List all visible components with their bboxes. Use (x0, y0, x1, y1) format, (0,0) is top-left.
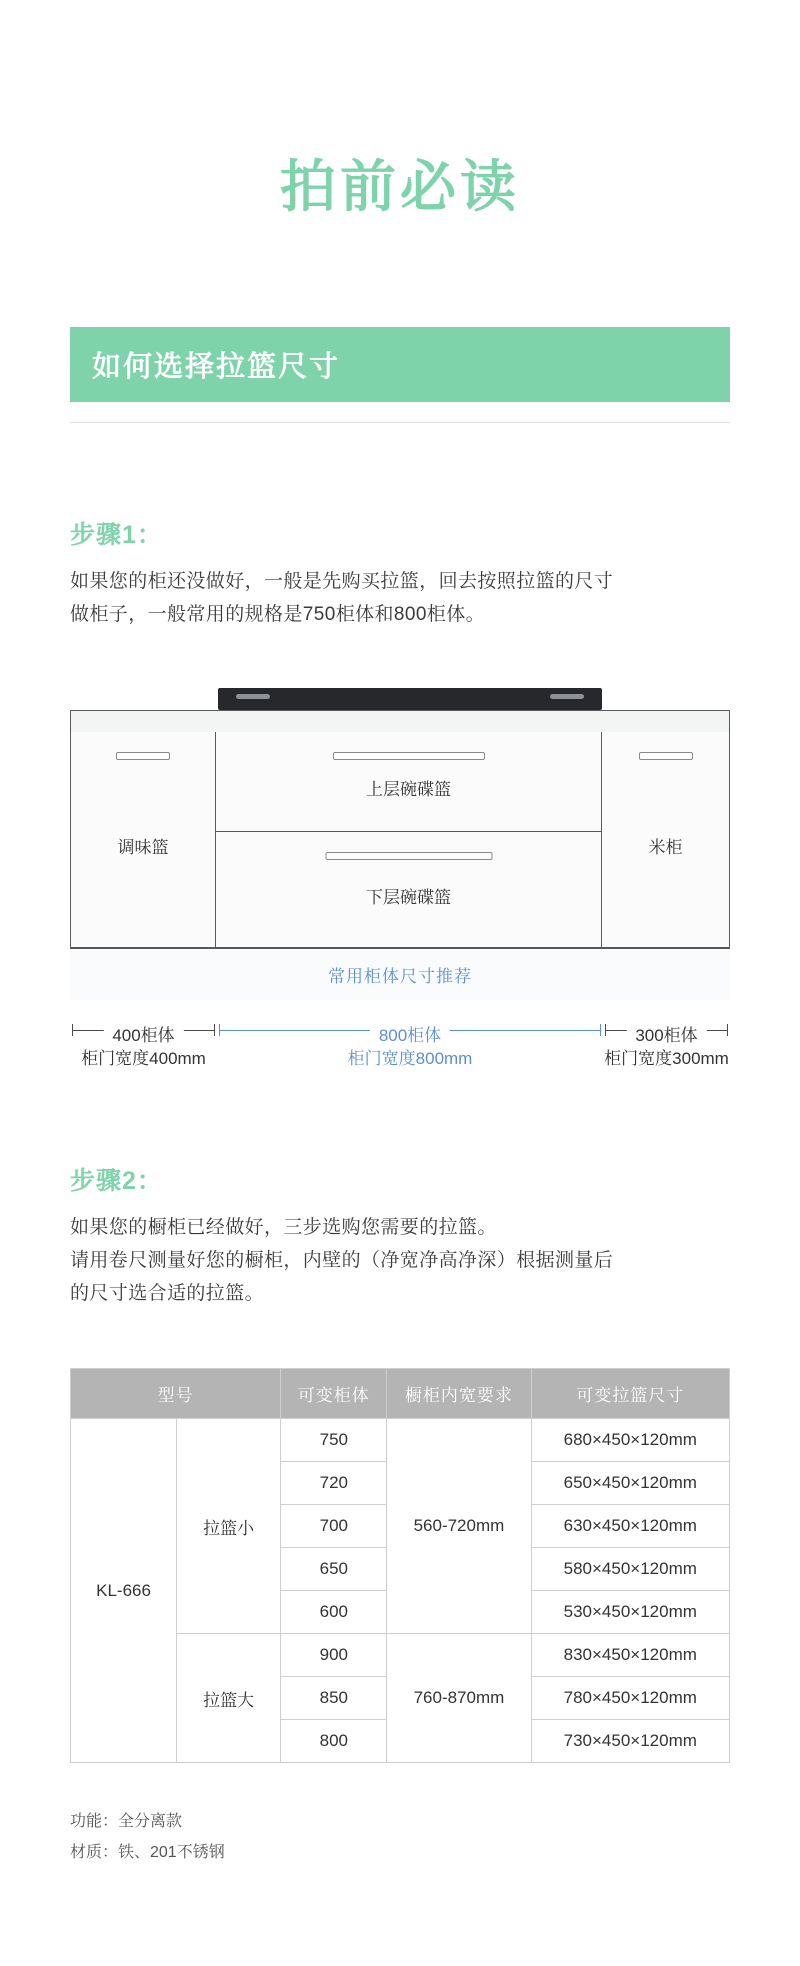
note-function: 功能：全分离款 (70, 1813, 183, 1831)
table-header-row (71, 1369, 730, 1419)
measure-left-label-holder (72, 1024, 215, 1045)
drawer-rice-cabinet (602, 732, 729, 947)
cell-group-large: 拉篮大 (177, 1634, 281, 1763)
spec-table-head (71, 1369, 730, 1419)
spec-table-wrap (70, 1368, 730, 1763)
measure-center-sub: 柜门宽度800mm (347, 1048, 473, 1068)
cooktop-knob-right-icon (550, 694, 584, 699)
drawer-seasoning (71, 732, 215, 947)
step-2-text (70, 1211, 730, 1311)
cell-cabinet: 750 (281, 1419, 387, 1462)
drawer-upper-dish-basket (216, 732, 601, 832)
cell-cabinet: 650 (281, 1548, 387, 1591)
measure-right (603, 1012, 730, 1069)
step-2-line-3: 的尺寸选合适的拉篮。 (70, 1283, 265, 1305)
countertop (70, 710, 730, 732)
step-1-title: 步骤1： (70, 521, 163, 550)
step-2-line-2: 请用卷尺测量好您的橱柜，内壁的（净宽净高净深）根据测量后 (70, 1249, 614, 1271)
cell-basket-size: 830×450×120mm (531, 1634, 729, 1677)
cabinet-column-left (71, 732, 216, 947)
cooktop-icon (218, 688, 602, 710)
cell-basket-size: 780×450×120mm (531, 1677, 729, 1720)
step-2-line-1: 如果您的橱柜已经做好，三步选购您需要的拉篮。 (70, 1216, 497, 1238)
cooktop-knob-left-icon (236, 694, 270, 699)
cabinet-column-middle (216, 732, 602, 947)
measure-left (70, 1012, 217, 1069)
drawer-handle-icon (639, 752, 693, 760)
measure-right-sub: 柜门宽度300mm (604, 1048, 729, 1068)
cell-cabinet: 800 (281, 1720, 387, 1763)
cell-group-small: 拉篮小 (177, 1419, 281, 1634)
banner-divider (70, 422, 730, 423)
step-2-title: 步骤2： (70, 1166, 163, 1195)
cabinet-diagram (70, 688, 730, 1000)
header-model: 型号 (71, 1369, 281, 1419)
drawer-handle-icon (116, 752, 170, 760)
step-1-block (0, 515, 800, 632)
cell-basket-size: 580×450×120mm (531, 1548, 729, 1591)
drawer-lower-dish-label: 下层碗碟篮 (366, 887, 451, 907)
product-notes (70, 1807, 730, 1868)
cell-requirement-large: 760-870mm (387, 1634, 531, 1763)
drawer-handle-icon (333, 752, 485, 760)
cell-basket-size: 650×450×120mm (531, 1462, 729, 1505)
step-1-line-2: 做柜子，一般常用的规格是750柜体和800柜体。 (70, 604, 486, 626)
header-cabinet: 可变柜体 (281, 1369, 387, 1419)
measure-center (217, 1012, 603, 1069)
cell-requirement-small: 560-720mm (387, 1419, 531, 1634)
measure-left-name: 400柜体 (103, 1021, 183, 1046)
step-2-block (0, 1161, 800, 1311)
step-1-text (70, 565, 730, 632)
step-1-line-1: 如果您的柜还没做好，一般是先购买拉篮，回去按照拉篮的尺寸 (70, 571, 614, 593)
drawer-lower-dish-basket (216, 832, 601, 947)
diagram-footer-note: 常用柜体尺寸推荐 (70, 948, 730, 1000)
page-title: 拍前必读 (280, 154, 520, 218)
cell-basket-size: 680×450×120mm (531, 1419, 729, 1462)
cell-cabinet: 900 (281, 1634, 387, 1677)
section-banner-wrap (0, 327, 800, 423)
drawer-handle-icon (325, 852, 492, 860)
cell-cabinet: 720 (281, 1462, 387, 1505)
table-row (71, 1419, 730, 1462)
measure-right-label-holder (605, 1024, 728, 1045)
measure-left-rule (72, 1024, 215, 1045)
drawer-rice-label: 米柜 (648, 837, 683, 857)
spec-table (70, 1368, 730, 1763)
spec-table-body (71, 1419, 730, 1763)
cell-cabinet: 850 (281, 1677, 387, 1720)
drawer-upper-dish-label: 上层碗碟篮 (366, 779, 451, 799)
cell-basket-size: 530×450×120mm (531, 1591, 729, 1634)
drawer-seasoning-label: 调味篮 (117, 837, 169, 857)
measure-center-label-holder (219, 1024, 601, 1045)
cabinet-column-right (602, 732, 729, 947)
measure-right-rule (605, 1024, 728, 1045)
cell-cabinet: 700 (281, 1505, 387, 1548)
cell-cabinet: 600 (281, 1591, 387, 1634)
cell-model: KL-666 (71, 1419, 177, 1763)
cabinet-measurements (70, 1000, 730, 1069)
header-basket-size: 可变拉篮尺寸 (531, 1369, 729, 1419)
measure-center-rule (219, 1024, 601, 1045)
cabinet-body (70, 732, 730, 948)
measure-right-name: 300柜体 (626, 1021, 706, 1046)
header-requirement: 橱柜内宽要求 (387, 1369, 531, 1419)
cell-basket-size: 630×450×120mm (531, 1505, 729, 1548)
section-banner: 如何选择拉篮尺寸 (70, 327, 730, 402)
measure-center-name: 800柜体 (370, 1021, 450, 1046)
note-material: 材质：铁、201不锈钢 (70, 1843, 225, 1861)
cell-basket-size: 730×450×120mm (531, 1720, 729, 1763)
measure-left-sub: 柜门宽度400mm (81, 1048, 206, 1068)
